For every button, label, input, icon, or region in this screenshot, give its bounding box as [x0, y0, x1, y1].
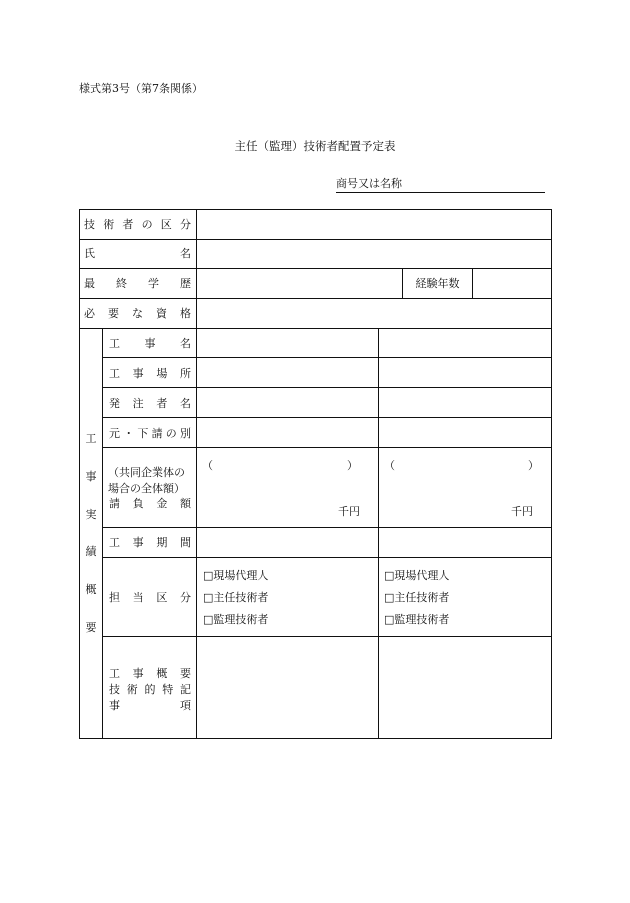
section-char: 要 [85, 620, 97, 634]
checkbox-site-agent[interactable]: □現場代理人 [384, 569, 450, 582]
name-field[interactable] [197, 240, 551, 268]
contract-amount-field-2[interactable] [379, 448, 551, 527]
contract-type-field-2[interactable] [379, 418, 551, 447]
project-location-field-2[interactable] [379, 358, 551, 387]
section-project-history-label [80, 430, 102, 635]
project-summary-field-2[interactable] [379, 637, 551, 738]
label-amount-line2: 場合の全体額） [108, 482, 185, 495]
role-options-1 [203, 567, 373, 629]
client-field-1[interactable] [197, 388, 378, 417]
project-name-field-2[interactable] [379, 329, 551, 357]
label-role: 担 当 区 分 [109, 591, 191, 604]
project-name-field-1[interactable] [197, 329, 378, 357]
amount-open-paren: （ [384, 459, 395, 472]
checkbox-supervising-engineer[interactable]: □監理技術者 [203, 613, 269, 626]
qualification-field[interactable] [197, 299, 551, 328]
experience-years-field[interactable] [473, 269, 551, 298]
form-number: 様式第3号（第7条関係） [79, 82, 203, 95]
project-period-field-1[interactable] [197, 528, 378, 557]
label-amount-line1: （共同企業体の [108, 466, 185, 479]
section-char: 績 [85, 545, 97, 559]
label-summary-line2: 技 術 的 特 記 [109, 683, 191, 696]
amount-close-paren: ） [528, 459, 539, 472]
label-project-name: 工 事 名 [109, 337, 191, 350]
label-project-location: 工 事 場 所 [109, 367, 191, 380]
checkbox-chief-engineer[interactable]: □主任技術者 [384, 591, 450, 604]
role-options-2 [384, 567, 544, 629]
section-char: 実 [85, 507, 97, 521]
document-title: 主任（監理）技術者配置予定表 [234, 139, 396, 153]
contract-amount-field-1[interactable] [197, 448, 378, 527]
amount-unit: 千円 [338, 505, 360, 518]
checkbox-site-agent[interactable]: □現場代理人 [203, 569, 269, 582]
checkbox-supervising-engineer[interactable]: □監理技術者 [384, 613, 450, 626]
company-name-label: 商号又は名称 [336, 177, 402, 190]
amount-unit: 千円 [511, 505, 533, 518]
label-summary-line3: 事 項 [109, 699, 191, 712]
label-contract-amount: 請 負 金 額 [109, 497, 191, 510]
label-project-period: 工 事 期 間 [109, 536, 191, 549]
education-field[interactable] [197, 269, 402, 298]
label-name: 氏 名 [84, 247, 191, 260]
contract-type-field-1[interactable] [197, 418, 378, 447]
label-client: 発 注 者 名 [109, 397, 191, 410]
label-education: 最 終 学 歴 [84, 277, 191, 290]
amount-open-paren: （ [202, 459, 213, 472]
label-qualification: 必 要 な 資 格 [84, 307, 191, 320]
label-experience-years: 経 験 年 数 [415, 277, 460, 290]
client-field-2[interactable] [379, 388, 551, 417]
label-summary-line1: 工 事 概 要 [109, 667, 191, 680]
section-char: 事 [85, 469, 97, 483]
checkbox-chief-engineer[interactable]: □主任技術者 [203, 591, 269, 604]
section-char: 工 [85, 432, 97, 445]
project-summary-field-1[interactable] [197, 637, 378, 738]
amount-close-paren: ） [347, 459, 358, 472]
section-char: 概 [85, 583, 97, 597]
label-contract-type: 元 ・ 下 請 の 別 [109, 427, 191, 440]
project-period-field-2[interactable] [379, 528, 551, 557]
project-location-field-1[interactable] [197, 358, 378, 387]
technician-category-field[interactable] [197, 210, 551, 239]
label-technician-category: 技 術 者 の 区 分 [84, 218, 191, 231]
